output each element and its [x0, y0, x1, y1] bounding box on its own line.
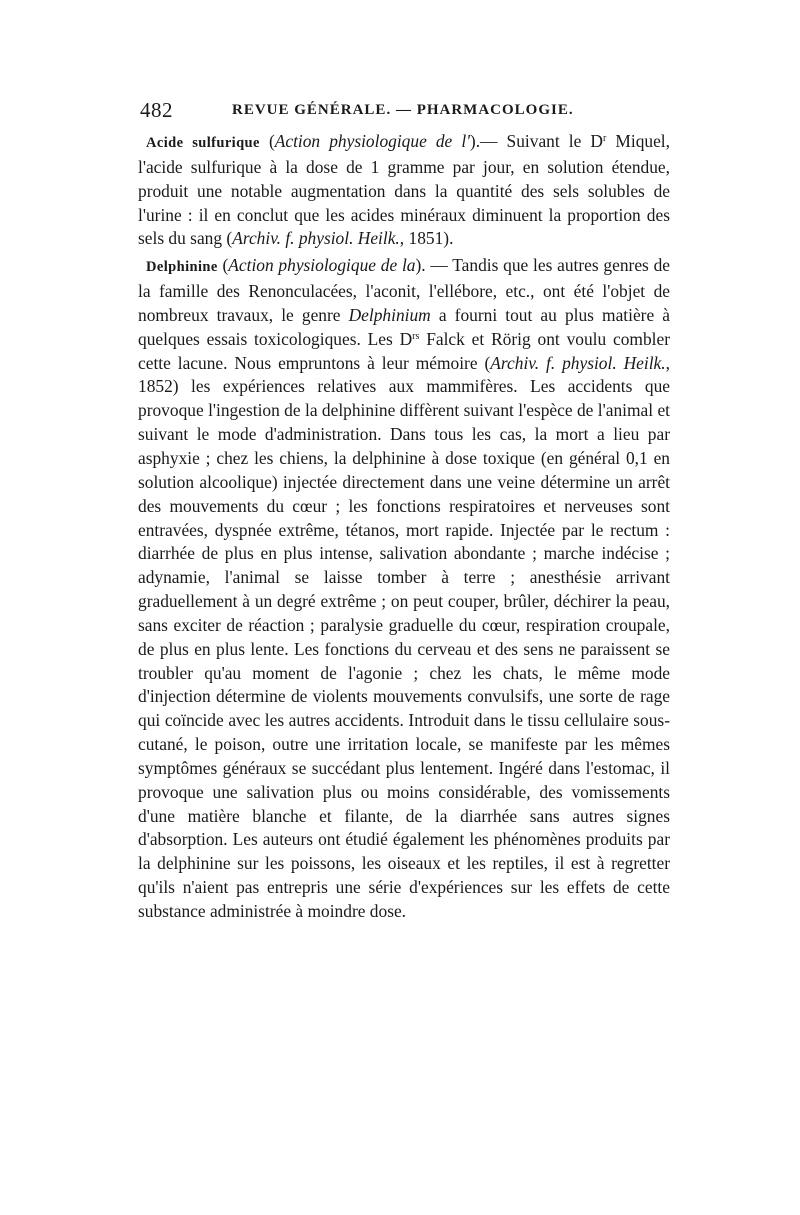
entry-heading: Acide sulfurique — [146, 135, 260, 151]
page-header — [140, 98, 670, 128]
entry-subheading: Action physiologique de l' — [274, 131, 470, 151]
running-head: REVUE GÉNÉRALE. — PHARMACOLOGIE. — [232, 102, 574, 118]
body-text — [138, 130, 670, 924]
page-number: 482 — [140, 98, 173, 122]
entry-heading: Delphinine — [146, 259, 218, 276]
citation: Archiv. f. physiol. Heilk. — [232, 228, 400, 249]
citation: Archiv. f. physiol. Heilk. — [490, 352, 666, 373]
paragraph-acide-sulfurique: Acide sulfurique (Action physiologique de l').— Suivant le $D^r$ Miquel, l'acide sulfurique à la dose de 1 gramme par jour, en solution étendue, produit une notable augmentation dans la quantité des sels solubles de l'urine : il en conclut que les acides minéraux diminuent la proportion des sels du sang (Archiv. f. physiol. Heilk., 1851). — [138, 131, 670, 249]
genus-name: Delphinium — [348, 304, 431, 325]
entry-subheading: Action physiologique de la — [228, 255, 416, 276]
paragraph-delphinine: Delphinine (Action physiologique de la). — Tandis que les autres genres de la famille des Renonculacées, l'aconit, l'ellébore, etc., ont été l'objet de nombreux travaux, le genre Delphinium a fourni tout au plus matière à quelques essais toxicologiques. Les $D^{rs}$ Falck et Rörig ont voulu combler cette lacune. Nous empruntons à leur mémoire (Archiv. f. physiol. Heilk., 1852) les expériences relatives aux mammifères. Les accidents que provoque l'ingestion de la delphinine diffèrent suivant l'espèce de l'animal et suivant le mode d'administration. Dans tous les cas, la mort a lieu par asphyxie ; chez les chiens, la delphinine à dose toxique (en général 0,1 en solution alcoolique) injectée directement dans une veine détermine un arrêt des mouvements du cœur ; les fonctions respiratoires et nerveuses sont entravées, dyspnée extrême, tétanos, mort rapide. Injectée par le rectum : diarrhée de plus en plus intense, salivation abondante ; marche indécise ; adynamie, l'animal se laisse tomber à terre ; anesthésie arrivant graduellement à un degré extrême ; on peut couper, brûler, déchirer la peau, sans exciter de réaction ; paralysie graduelle du cœur, respiration croupale, de plus en plus lente. Les fonctions du cerveau et des sens ne paraissent se troubler qu'au moment de l'agonie ; chez les chats, le même mode d'injection détermine de violents mouvements convulsifs, une sorte de rage qui coïncide avec les autres accidents. Introduit dans le tissu cellulaire sous-cutané, le poison, outre une irritation locale, se manifeste par les mêmes symptômes généraux se succédant plus lentement. Ingéré dans l'estomac, il provoque une salivation plus ou moins considérable, des vomissements d'une matière blanche et filante, de la diarrhée sans autres signes d'absorption. Les auteurs ont étudié également les phénomènes produits par la delphinine sur les poissons, les oiseaux et les reptiles, il est à regretter qu'ils n'aient pas entrepris une série d'expériences sur les effets de cette substance administrée à moindre dose. — [138, 255, 671, 921]
